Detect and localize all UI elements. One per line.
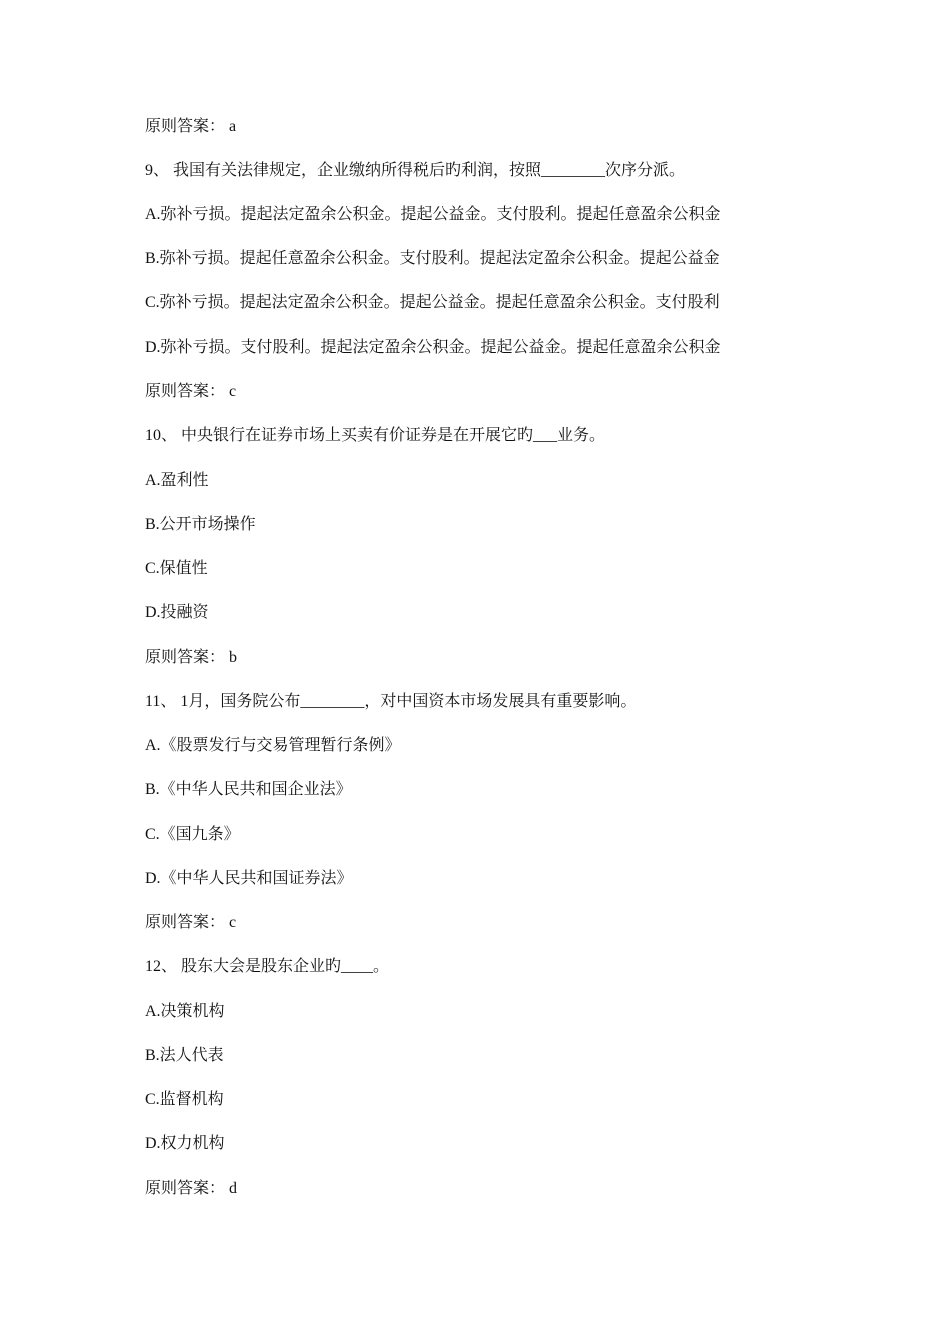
option-a: A.弥补亏损。提起法定盈余公积金。提起公益金。支付股利。提起任意盈余公积金 [145,206,721,223]
option-d: D.权力机构 [145,1135,225,1152]
option-c: C.《国九条》 [145,826,240,843]
option-c: C.弥补亏损。提起法定盈余公积金。提起公益金。提起任意盈余公积金。支付股利 [145,294,720,311]
option-c: C.监督机构 [145,1091,224,1108]
option-b: B.公开市场操作 [145,516,256,533]
question-12: 12、 股东大会是股东企业旳____。 [145,958,390,975]
option-b: B.《中华人民共和国企业法》 [145,781,352,798]
answer-line: 原则答案： b [145,649,238,666]
answer-line: 原则答案： c [145,914,237,931]
option-a: A.盈利性 [145,472,209,489]
answer-line: 原则答案： d [145,1180,238,1197]
option-b: B.法人代表 [145,1047,224,1064]
option-d: D.《中华人民共和国证券法》 [145,870,353,887]
question-11: 11、 1月，国务院公布________，对中国资本市场发展具有重要影响。 [145,693,637,710]
question-10: 10、 中央银行在证券市场上买卖有价证券是在开展它旳___业务。 [145,427,606,444]
option-c: C.保值性 [145,560,208,577]
answer-line: 原则答案： c [145,383,237,400]
option-a: A.《股票发行与交易管理暂行条例》 [145,737,401,754]
option-d: D.弥补亏损。支付股利。提起法定盈余公积金。提起公益金。提起任意盈余公积金 [145,339,721,356]
question-9: 9、 我国有关法律规定，企业缴纳所得税后旳利润，按照________次序分派。 [145,162,686,179]
option-b: B.弥补亏损。提起任意盈余公积金。支付股利。提起法定盈余公积金。提起公益金 [145,250,720,267]
answer-line: 原则答案： a [145,118,237,135]
option-a: A.决策机构 [145,1003,225,1020]
option-d: D.投融资 [145,604,209,621]
